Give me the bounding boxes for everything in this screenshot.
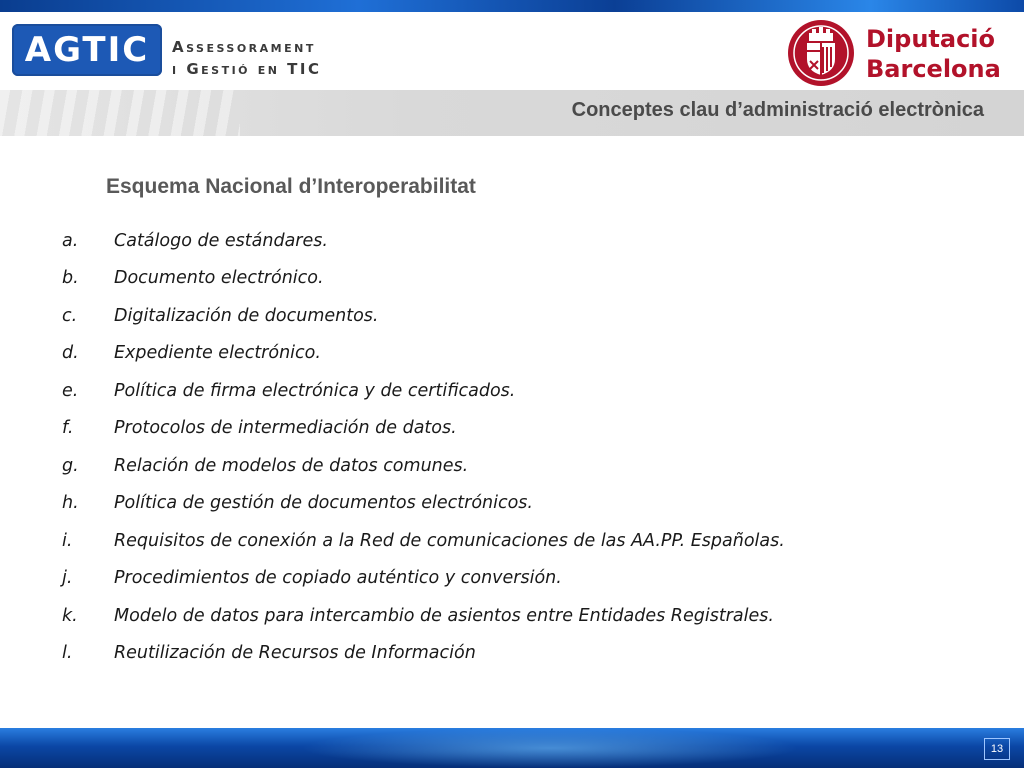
- page-number: 13: [984, 738, 1010, 760]
- agtic-logo: [12, 24, 162, 76]
- diputacio-wordmark-line2: Barcelona: [866, 55, 1001, 83]
- diputacio-seal-icon: [787, 19, 855, 87]
- list-item-text: Expediente electrónico.: [114, 343, 321, 364]
- list-item: [62, 522, 982, 560]
- title-band: [0, 90, 1024, 136]
- standards-list: [62, 222, 982, 672]
- list-item: [62, 560, 982, 598]
- list-item-marker: k.: [62, 605, 78, 626]
- list-item-text: Política de gestión de documentos electrónicos.: [114, 493, 533, 514]
- list-item-text: Procedimientos de copiado auténtico y conversión.: [114, 568, 562, 589]
- list-item-marker: e.: [62, 380, 79, 401]
- diputacio-wordmark-line1: Diputació: [866, 25, 996, 53]
- agtic-logo-text: AGTIC: [24, 30, 150, 70]
- list-item-text: Requisitos de conexión a la Red de comunicaciones de las AA.PP. Españolas.: [114, 530, 785, 551]
- list-item-marker: h.: [62, 493, 79, 514]
- list-item-marker: d.: [62, 343, 79, 364]
- agtic-subtitle: [172, 36, 322, 80]
- list-item-marker: i.: [62, 530, 73, 551]
- list-item-marker: c.: [62, 305, 78, 326]
- agtic-subtitle-line2: i Gestió en TIC: [172, 60, 322, 78]
- agtic-subtitle-line1: Assessorament: [172, 38, 316, 56]
- list-item: [62, 335, 982, 373]
- slide-title: Conceptes clau d’administració electrònica: [571, 99, 984, 121]
- list-item-marker: b.: [62, 268, 79, 289]
- list-item-text: Protocolos de intermediación de datos.: [114, 418, 457, 439]
- list-item: [62, 447, 982, 485]
- list-item-text: Política de firma electrónica y de certificados.: [114, 380, 516, 401]
- list-item: [62, 222, 982, 260]
- diputacio-wordmark: [866, 24, 1001, 84]
- band-pattern: [0, 90, 240, 136]
- list-item-marker: l.: [62, 643, 73, 664]
- list-item: [62, 372, 982, 410]
- list-item: [62, 485, 982, 523]
- list-item-text: Documento electrónico.: [114, 268, 324, 289]
- list-item-marker: g.: [62, 455, 79, 476]
- list-item-text: Relación de modelos de datos comunes.: [114, 455, 469, 476]
- section-heading: Esquema Nacional d’Interoperabilitat: [106, 175, 476, 198]
- list-item-text: Reutilización de Recursos de Información: [114, 643, 476, 664]
- list-item-marker: f.: [62, 418, 74, 439]
- list-item: [62, 635, 982, 673]
- footer-glow: [300, 728, 800, 768]
- list-item: [62, 597, 982, 635]
- list-item-marker: j.: [62, 568, 73, 589]
- list-item: [62, 410, 982, 448]
- list-item-text: Digitalización de documentos.: [114, 305, 379, 326]
- top-stripe: [0, 0, 1024, 12]
- list-item-text: Modelo de datos para intercambio de asientos entre Entidades Registrales.: [114, 605, 774, 626]
- list-item-text: Catálogo de estándares.: [114, 230, 328, 251]
- list-item-marker: a.: [62, 230, 79, 251]
- list-item: [62, 260, 982, 298]
- list-item: [62, 297, 982, 335]
- footer-bar: [0, 728, 1024, 768]
